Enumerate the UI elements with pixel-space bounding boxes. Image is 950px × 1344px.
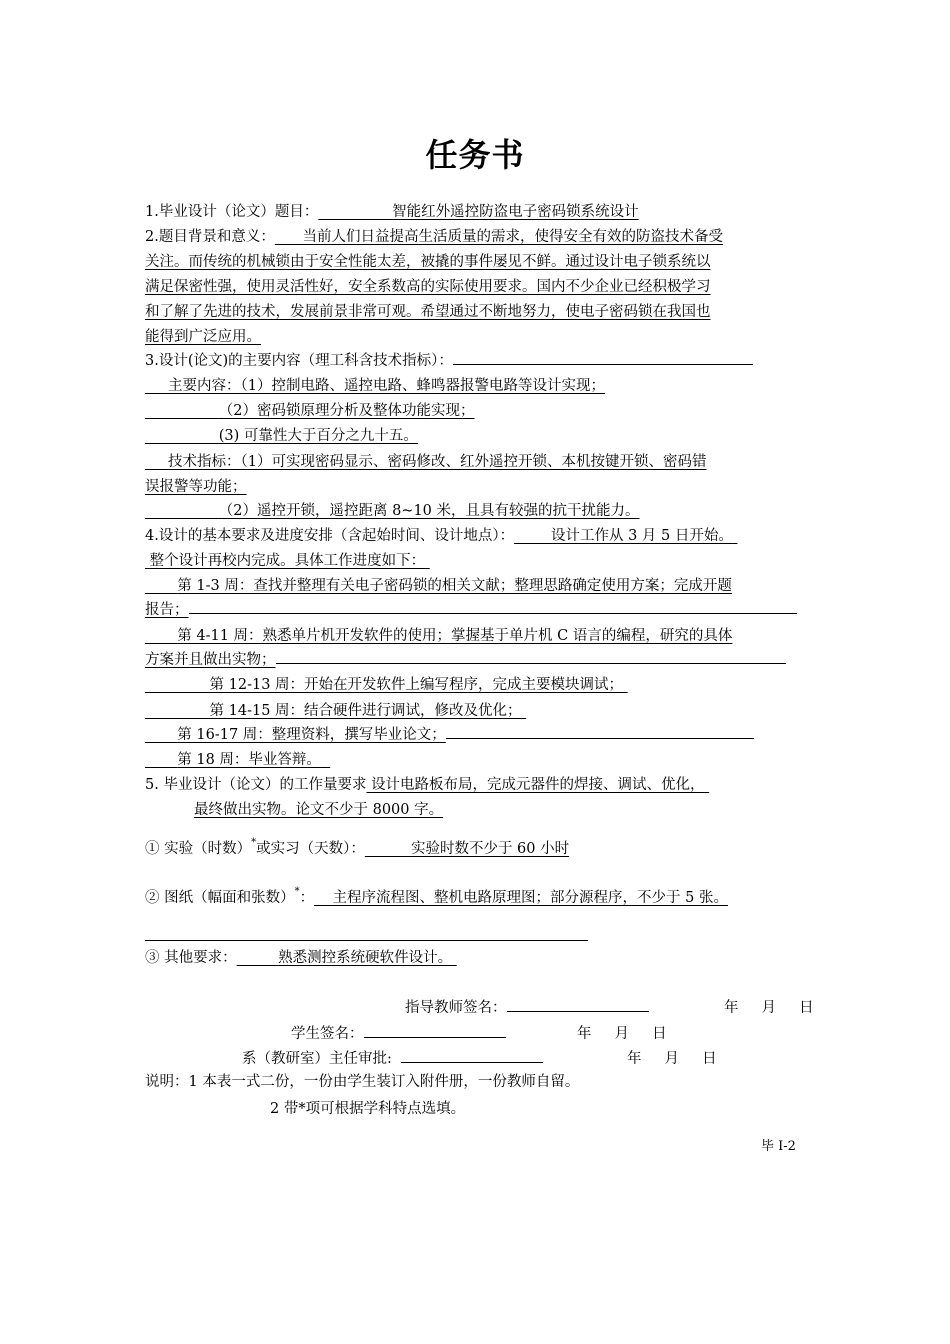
director-date: 年 月 日 (627, 1051, 717, 1067)
advisor-date: 年 月 日 (724, 1000, 814, 1016)
background-label: 2.题目背景和意义： (145, 229, 275, 245)
schedule-week: 第 1-3 周：查找并整理有关电子密码锁的相关文献；整理思路确定使用方案；完成开题 (177, 578, 732, 594)
drawings-row: ② 图纸（幅面和张数）*： 主程序流程图、整机电路原理图；部分源程序，不少于 5 张。 (145, 886, 728, 906)
topic-label: 1.毕业设计（论文）题目： (145, 204, 319, 220)
student-signature-row (291, 1023, 506, 1045)
workload-row (145, 774, 709, 796)
director-approval-row (242, 1048, 543, 1070)
background-row (145, 226, 723, 248)
content-blank (453, 350, 753, 365)
schedule-start: 设计工作从 3 月 5 日开始。 (550, 528, 733, 544)
background-line: 能得到广泛应用。 (145, 329, 261, 345)
content-line: 主要内容：（1）控制电路、遥控电路、蜂鸣器报警电路等设计实现； (168, 378, 606, 394)
blank-line (145, 940, 588, 941)
schedule-row (145, 525, 737, 547)
experiment-label: ① 实验（时数） (145, 841, 252, 857)
student-signature-field[interactable] (364, 1023, 506, 1038)
schedule-week: 方案并且做出实物； (145, 649, 786, 671)
content-label: 3.设计(论文)的主要内容（理工科含技术指标）： (145, 353, 453, 369)
director-label: 系（教研室）主任审批: (242, 1051, 392, 1067)
drawings-value: 主程序流程图、整机电路原理图；部分源程序，不少于 5 张。 (332, 890, 728, 906)
schedule-week: 第 12-13 周：开始在开发软件上编写程序，完成主要模块调试； (209, 677, 624, 693)
other-value: 熟悉测控系统硬软件设计。 (278, 950, 453, 966)
background-line: 当前人们日益提高生活质量的需求，使得安全有效的防盗技术备受 (302, 229, 723, 245)
content-line: (3) 可靠性大于百分之九十五。 (218, 428, 418, 444)
optional-star: * (251, 837, 257, 848)
content-line: （2）遥控开锁，遥控距离 8~10 米，且具有较强的抗干扰能力。 (218, 503, 640, 519)
content-line: （2）密码锁原理分析及整体功能实现； (218, 403, 475, 419)
student-date: 年 月 日 (577, 1026, 667, 1042)
workload-label: 5. 毕业设计（论文）的工作量要求 (145, 777, 367, 793)
schedule-week: 第 14-15 周：结合硬件进行调试，修改及优化； (209, 703, 522, 719)
optional-star: * (294, 886, 300, 897)
other-label: ③ 其他要求： (145, 950, 237, 966)
topic-value: 智能红外遥控防盗电子密码锁系统设计 (392, 204, 639, 220)
workload-line: 最终做出实物。论文不少于 8000 字。 (194, 802, 444, 818)
page-title: 任务书 (425, 136, 525, 174)
content-line: 技术指标：（1）可实现密码显示、密码修改、红外遥控开锁、本机按键开锁、密码错 (168, 454, 707, 470)
content-row (145, 350, 753, 372)
schedule-week: 报告； (145, 599, 797, 621)
schedule-week: 第 16-17 周：整理资料，撰写毕业论文； (145, 724, 754, 746)
drawings-label: ② 图纸（幅面和张数） (145, 890, 295, 906)
experiment-value: 实验时数不少于 60 小时 (410, 841, 570, 857)
student-label: 学生签名： (291, 1026, 364, 1042)
background-line: 满足保密性强，使用灵活性好，安全系数高的实际使用要求。国内不少企业已经积极学习 (145, 279, 711, 295)
background-line: 关注。而传统的机械锁由于安全性能太差，被撬的事件屡见不鲜。通过设计电子锁系统以 (145, 254, 711, 270)
advisor-signature-row (405, 997, 649, 1019)
advisor-label: 指导教师签名： (405, 1000, 507, 1016)
director-signature-field[interactable] (401, 1048, 543, 1063)
schedule-week: 第 4-11 周：熟悉单片机开发软件的使用；掌握基于单片机 C 语言的编程，研究的具体 (177, 628, 733, 644)
experiment-row: ① 实验（时数）*或实习（天数）： 实验时数不少于 60 小时 (145, 837, 570, 857)
topic-row (145, 201, 639, 223)
background-line: 和了解了先进的技术，发展前景非常可观。希望通过不断地努力，使电子密码锁在我国也 (145, 304, 711, 320)
workload-line: 设计电路板布局，完成元器件的焊接、调试、优化， (371, 777, 705, 793)
other-row (145, 947, 457, 969)
content-line: 误报警等功能； (145, 479, 247, 495)
advisor-signature-field[interactable] (507, 997, 649, 1012)
schedule-line: 整个设计再校内完成。具体工作进度如下： (149, 553, 426, 569)
note-2: 2 带*项可根据学科特点选填。 (270, 1101, 466, 1117)
schedule-label: 4.设计的基本要求及进度安排（含起始时间、设计地点）： (145, 528, 515, 544)
page-footer-code: 毕 I-2 (761, 1139, 796, 1154)
schedule-week: 第 18 周：毕业答辩。 (177, 752, 321, 768)
note-1: 说明：1 本表一式二份，一份由学生装订入附件册，一份教师自留。 (145, 1074, 580, 1090)
